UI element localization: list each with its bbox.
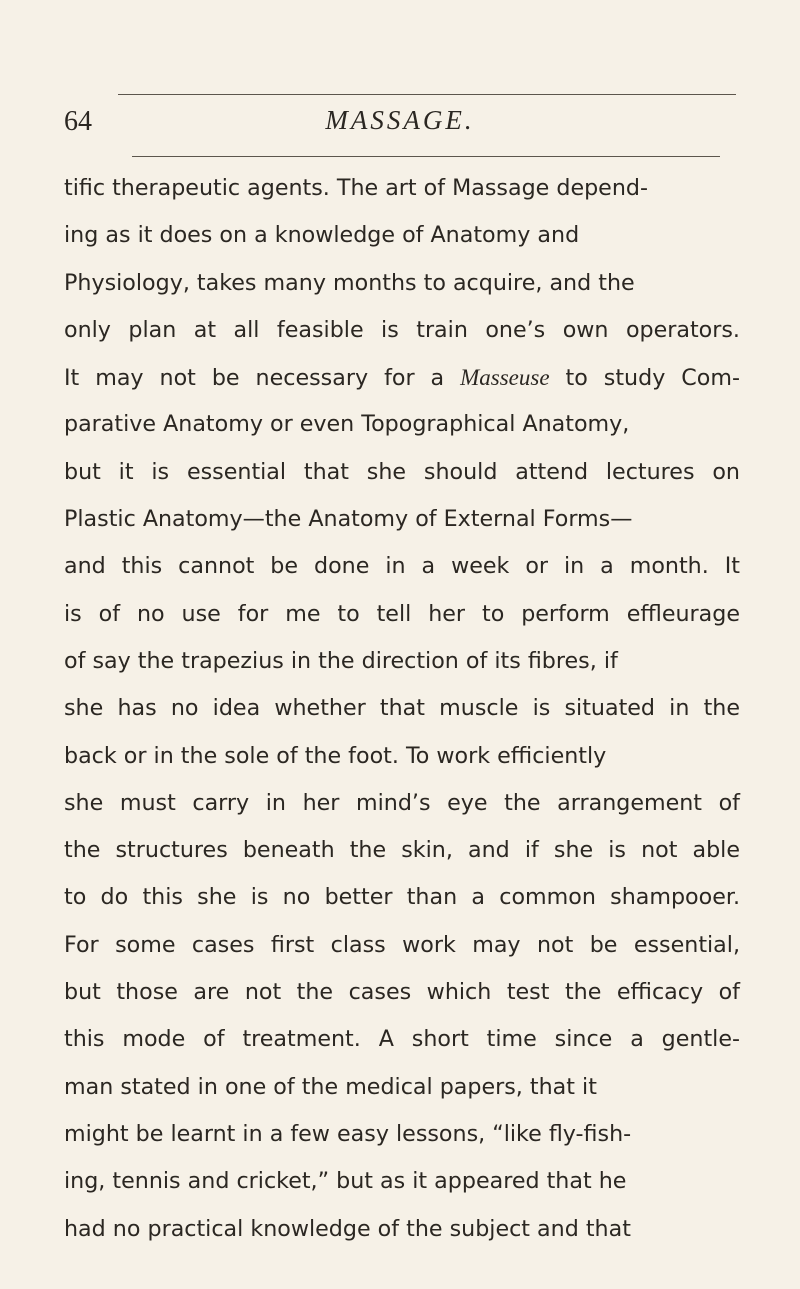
header-rule-bottom [132, 156, 720, 157]
text-line: she must carry in her mind’s eye the arrangement of [64, 789, 740, 816]
text-line: only plan at all feasible is train one’s own operators. [64, 316, 740, 343]
page-header [0, 100, 800, 148]
text-line: back or in the sole of the foot. To work efficiently [64, 742, 607, 769]
page-number: 64 [64, 106, 92, 137]
text-line: had no practical knowledge of the subject and that [64, 1215, 631, 1242]
text-line: Plastic Anatomy—the Anatomy of External Forms— [64, 506, 633, 533]
text-line: she has no idea whether that muscle is situated in the [64, 695, 740, 722]
text-line: parative Anatomy or even Topographical Anatomy, [64, 411, 630, 438]
body-text [64, 165, 740, 1253]
text-line: but it is essential that she should attend lectures on [64, 458, 740, 485]
text-line: to do this she is no better than a common shampooer. [64, 884, 740, 911]
text-line: and this cannot be done in a week or in a month. It [64, 553, 740, 580]
running-title: MASSAGE. [325, 105, 475, 135]
text-segment: It may not be necessary for a [64, 365, 461, 392]
text-line: but those are not the cases which test the efficacy of [64, 979, 740, 1006]
text-line: For some cases first class work may not be essential, [64, 931, 740, 958]
text-line: is of no use for me to tell her to perform effleurage [64, 600, 740, 627]
text-line: Physiology, takes many months to acquire, and the [64, 269, 635, 296]
text-line: ing as it does on a knowledge of Anatomy and [64, 222, 580, 249]
text-line: of say the trapezius in the direction of its fibres, if [64, 647, 618, 674]
italic-term: Masseuse [460, 365, 550, 391]
text-segment: to study Com- [549, 365, 740, 392]
header-rule-top [118, 94, 736, 95]
text-line: man stated in one of the medical papers, that it [64, 1073, 597, 1100]
text-line: tific therapeutic agents. The art of Massage depend- [64, 175, 648, 201]
text-line: ing, tennis and cricket,” but as it appeared that he [64, 1168, 627, 1195]
text-line: might be learnt in a few easy lessons, “like fly-fish- [64, 1120, 632, 1147]
text-line [64, 354, 740, 401]
text-line: this mode of treatment. A short time since a gentle- [64, 1026, 740, 1053]
text-line: the structures beneath the skin, and if she is not able [64, 837, 740, 864]
